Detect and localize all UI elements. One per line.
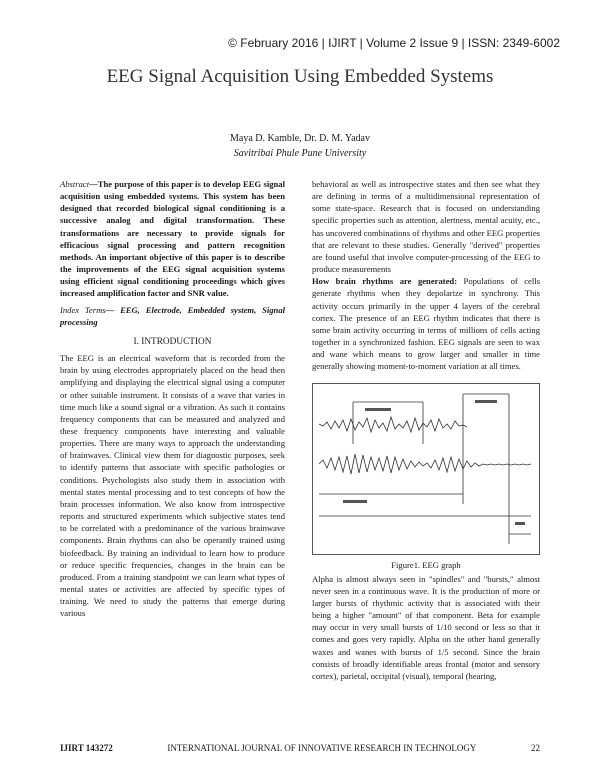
figure-caption: Figure1. EEG graph (391, 559, 461, 570)
index-terms-label: Index Terms (60, 304, 106, 315)
eeg-graph-figure (312, 383, 540, 555)
graph-label-mark-3 (343, 500, 367, 503)
graph-label-mark-4 (515, 522, 525, 525)
continuation-text: behavioral as well as introspective states and then see what they are defining in terms of a multidimensional representation of some state-space. Research that is focused on understanding specific properties such as attention, alertness, mental acuity, etc., has uncovered combinations of rhythms and other EEG properties that are relevant to these studies. Generally "derived" properties are found useful that involve computer-processing of the EEG to produce measurements (312, 179, 540, 275)
rhythms-text: Populations of cells generate rhythms when they depolarize in synchrony. This activity occurs primarily in the upper 4 layers of the cerebral cortex. The presence of an EEG rhythm indicates that there is some brain activity occurring in terms of millions of cells acting together in a synchronized fashion. EEG signals are seen to wax and wane which means to grow larger and smaller in time generally showing moment-to-moment variation at all times. (312, 276, 540, 372)
introduction-text: The EEG is an electrical waveform that is recorded from the brain by using electrodes appropriately placed on the head then amplifying and displaying the electrical signal using a computer or other suitable instrument. It consists of a wave that varies in time much like a sound signal or a vibration. As such it contains frequency components that can be measured and analyzed and these frequency components have interesting and valuable properties. There are many ways to approach the understanding of brainwaves. Clinical view them for diagnostic purposes, seek to identify patterns that associate with specific pathologies or conditions. Psychologists also study them in association with mental states mental processing and to test concepts of how the brain processes information. We also know from introspective reports and structured experiments which subjective states tend to be correlated with a predominance of the various brainwave components. Brain rhythms can also be operantly trained using biofeedback. By training an individual to learn how to produce or reduce specific frequencies, changes in the brain can be produced. From a training standpoint we can learn what types of mental states or activities are affected by specific types of training. We need to study the patterns that emerge during various (60, 353, 285, 619)
index-terms (60, 304, 285, 328)
paper-title: EEG Signal Acquisition Using Embedded Systems (106, 66, 494, 87)
eeg-trace-upper (319, 417, 467, 432)
left-column (60, 178, 285, 619)
alpha-text: Alpha is almost always seen in "spindles" and "bursts," almost never seen in a continuous wave. It is the production of more or larger bursts of rhythmic activity that is associated with their being a higher "amount" of that component. Beta for example may occur in very small bursts of 1/10 second or less so that it comes and goes very rapidly. Alpha on the other hand generally waxes and wanes with bursts of 1/5 second. Since the brain consists of broadly identifiable areas frontal (motor and sensory cortex), parietal, occipital (visual), temporal (hearing, (312, 573, 540, 681)
rhythms-paragraph (312, 275, 540, 372)
graph-label-mark-1 (365, 408, 391, 411)
abstract-text: —The purpose of this paper is to develop EEG signal acquisition using embedded systems. This system has been designed that recorded biological signal conditioning is a successive analog and digital transformation. These transformations are necessary to provide signals for efficacious signal processing and pattern recognition methods. An important objective of this paper is to describe the improvements of the EEG signal acquisition systems using efficient signal conditioning proceedings which gives increased amplification factor and SNR value. (60, 179, 285, 299)
page-footer (60, 743, 540, 753)
eeg-graph (313, 384, 539, 554)
footer-page-number: 22 (531, 743, 540, 753)
footer-journal-code: IJIRT 143272 (60, 743, 113, 753)
rhythms-heading: How brain rhythms are generated: (312, 276, 458, 287)
introduction-heading: I. INTRODUCTION (133, 336, 212, 347)
paper-authors: Maya D. Kamble, Dr. D. M. Yadav (230, 133, 370, 144)
right-column (312, 178, 540, 682)
footer-journal-name: INTERNATIONAL JOURNAL OF INNOVATIVE RESEARCH IN TECHNOLOGY (167, 743, 477, 753)
graph-label-mark-2 (475, 400, 497, 403)
paper-affiliation: Savitribai Phule Pune University (233, 148, 367, 159)
eeg-trace-middle (319, 454, 531, 474)
index-terms-text: — EEG, Electrode, Embedded system, Signal processing (60, 304, 286, 327)
abstract (60, 178, 285, 300)
abstract-label: Abstract (60, 179, 90, 189)
publication-header: © February 2016 | IJIRT | Volume 2 Issue 9 | ISSN: 2349-6002 (228, 36, 560, 50)
